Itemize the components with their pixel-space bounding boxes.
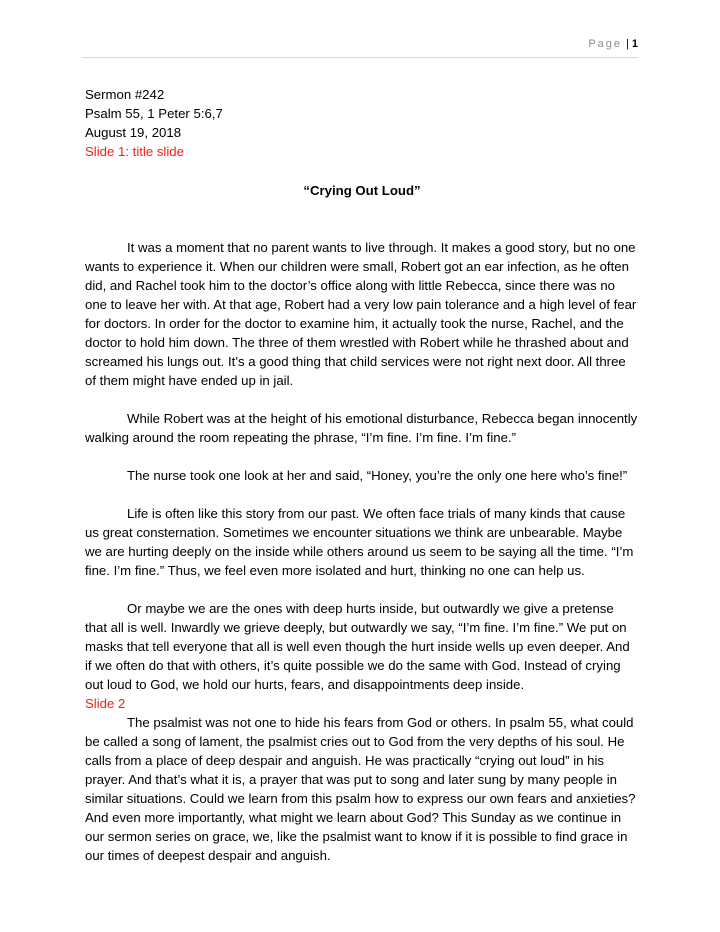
scripture-reference: Psalm 55, 1 Peter 5:6,7 <box>85 106 223 121</box>
page-label: Page <box>588 38 623 50</box>
sermon-title: “Crying Out Loud” <box>303 183 421 198</box>
paragraph-2: While Robert was at the height of his emotional disturbance, Rebecca began innocently walking around the room repeating the phrase, “I’m fine. I’m fine. I’m fine.” <box>85 411 638 445</box>
slide-1-note: Slide 1: title slide <box>85 144 184 159</box>
paragraph-4: Life is often like this story from our past. We often face trials of many kinds that cause us great consternation. Sometimes we encounter situations we think are unbearable. Maybe we are hurting deeply on the inside while others around us seem to be saying all the time. “I’m fine. I’m fine.” Thus, we feel even more isolated and hurt, thinking no one can help us. <box>85 506 634 578</box>
paragraph-6: The psalmist was not one to hide his fears from God or others. In psalm 55, what could be called a song of lament, the psalmist cries out to God from the very depths of his soul. He calls from a place of deep despair and anguish. He was practically “crying out loud” in his prayer. And that’s what it is, a prayer that was put to song and later sung by many people in similar situations. Could we learn from this psalm how to express our own fears and anxieties? And even more importantly, what might we learn about God? This Sunday as we continue in our sermon series on grace, we, like the psalmist want to know if it is possible to find grace in our times of deepest despair and anguish. <box>85 715 636 863</box>
sermon-date: August 19, 2018 <box>85 125 182 140</box>
slide-2-note: Slide 2 <box>85 696 126 711</box>
header-rule <box>82 57 638 58</box>
page-number: 1 <box>631 38 638 50</box>
paragraph-1: It was a moment that no parent wants to live through. It makes a good story, but no one wants to experience it. When our children were small, Robert got an ear infection, as he often did, and Rachel took him to the doctor’s office along with little Rebecca, since there was no one to leave her with. At that age, Robert had a very low pain tolerance and a high level of fear for doctors. In order for the doctor to examine him, it actually took the nurse, Rachel, and the doctor to hold him down. The three of them wrestled with Robert while he thrashed about and screamed his lungs out. It’s a good thing that child services were not right next door. All three of them might have ended up in jail. <box>85 240 637 388</box>
page-separator: | <box>626 38 629 50</box>
document-body <box>85 85 639 865</box>
paragraph-5: Or maybe we are the ones with deep hurts inside, but outwardly we give a pretense that all is well. Inwardly we grieve deeply, but outwardly we say, “I’m fine. I’m fine.” We put on masks that tell everyone that all is well even though the hurt inside wells up even deeper. And if we often do that with others, it’s quite possible we do the same with God. Instead of crying out loud to God, we hold our hurts, fears, and disappointments deep inside. <box>85 601 630 692</box>
sermon-number: Sermon #242 <box>85 87 165 102</box>
paragraph-3: The nurse took one look at her and said, “Honey, you’re the only one here who’s fine!” <box>127 468 628 483</box>
page-header <box>588 38 638 50</box>
